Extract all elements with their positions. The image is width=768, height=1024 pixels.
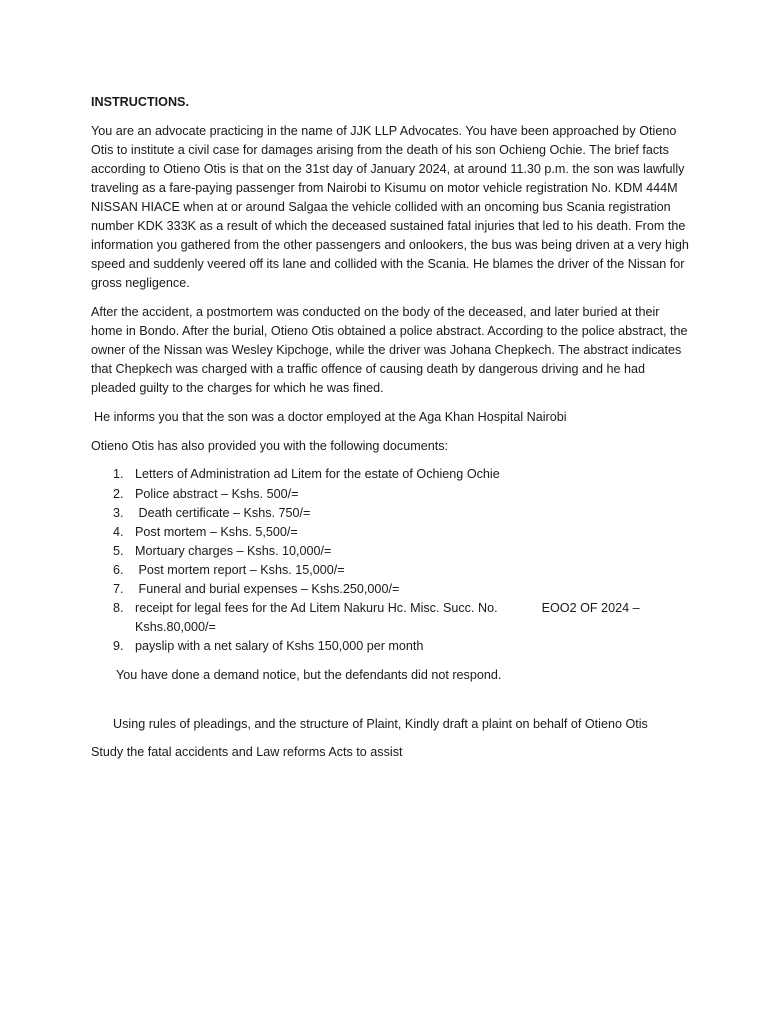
list-item — [91, 465, 691, 484]
paragraph-documents-intro: Otieno Otis has also provided you with the following documents: — [91, 438, 449, 453]
list-item-text: payslip with a net salary of Kshs 150,000 per month — [135, 639, 424, 654]
list-item-text: Death certificate – Kshs. 750/= — [135, 505, 311, 520]
instructions-heading: INSTRUCTIONS. — [91, 95, 189, 109]
list-item-text: receipt for legal fees for the Ad Litem Nakuru Hc. Misc. Succ. No. — [135, 601, 498, 616]
documents-list — [91, 465, 691, 656]
paragraph-aftermath: After the accident, a postmortem was conducted on the body of the deceased, and later buried at their home in Bondo. After the burial, Otieno Otis obtained a police abstract. According to the police abstract, the owner of the Nissan was Wesley Kipchoge, while the driver was Johana Chepkech. The abstract indicates that Chepkech was charged with a traffic offence of causing death by dangerous driving and he had pleaded guilty to the charges for which he was fined. — [91, 305, 688, 396]
paragraph-task: Using rules of pleadings, and the structure of Plaint, Kindly draft a plaint on behalf of Otieno Otis — [113, 716, 648, 731]
list-item — [91, 504, 691, 523]
list-item-text: Letters of Administration ad Litem for the estate of Ochieng Ochie — [135, 467, 500, 482]
list-item-text: Police abstract – Kshs. 500/= — [135, 486, 299, 501]
paragraph-facts: You are an advocate practicing in the name of JJK LLP Advocates. You have been approached by Otieno Otis to institute a civil case for damages arising from the death of his son Ochieng Ochie. The brief facts according to Otieno Otis is that on the 31st day of January 2024, at around 11.30 p.m. the son was lawfully traveling as a fare-paying passenger from Nairobi to Kisumu on motor vehicle registration No. KDM 444M NISSAN HIACE when at or around Salgaa the vehicle collided with an oncoming bus Scania registration number KDK 333K as a result of which the deceased sustained fatal injuries that led to his death. From the information you gathered from the other passengers and onlookers, the bus was being driven at a very high speed and suddenly veered off its lane and collided with the Scania. He blames the driver of the Nissan for gross negligence. — [91, 123, 689, 291]
list-item — [91, 599, 691, 637]
paragraph-study-note: Study the fatal accidents and Law reforms Acts to assist — [91, 745, 403, 760]
list-number: 1. — [113, 467, 124, 482]
list-number: 4. — [113, 524, 124, 539]
list-item-text: Funeral and burial expenses – Kshs.250,000/= — [135, 582, 400, 597]
list-item — [91, 542, 691, 561]
document-body — [91, 93, 691, 772]
list-item-text: Post mortem report – Kshs. 15,000/= — [135, 562, 345, 577]
list-item — [91, 637, 691, 656]
list-item-text: Post mortem – Kshs. 5,500/= — [135, 524, 298, 539]
list-number: 2. — [113, 486, 124, 501]
list-item — [91, 580, 691, 599]
list-number: 7. — [113, 582, 124, 597]
list-item — [91, 561, 691, 580]
blank-line — [91, 695, 691, 715]
list-number: 6. — [113, 562, 124, 577]
paragraph-employment: He informs you that the son was a doctor employed at the Aga Khan Hospital Nairobi — [94, 410, 567, 425]
list-number: 8. — [113, 601, 124, 616]
paragraph-demand-notice: You have done a demand notice, but the defendants did not respond. — [116, 668, 502, 682]
list-number: 9. — [113, 639, 124, 654]
list-item — [91, 523, 691, 542]
list-item — [91, 485, 691, 504]
list-item-text: Mortuary charges – Kshs. 10,000/= — [135, 543, 332, 558]
list-number: 3. — [113, 505, 124, 520]
list-item-text-continued: EOO2 OF 2024 – Kshs.80,000/= — [135, 601, 640, 635]
list-number: 5. — [113, 543, 124, 558]
